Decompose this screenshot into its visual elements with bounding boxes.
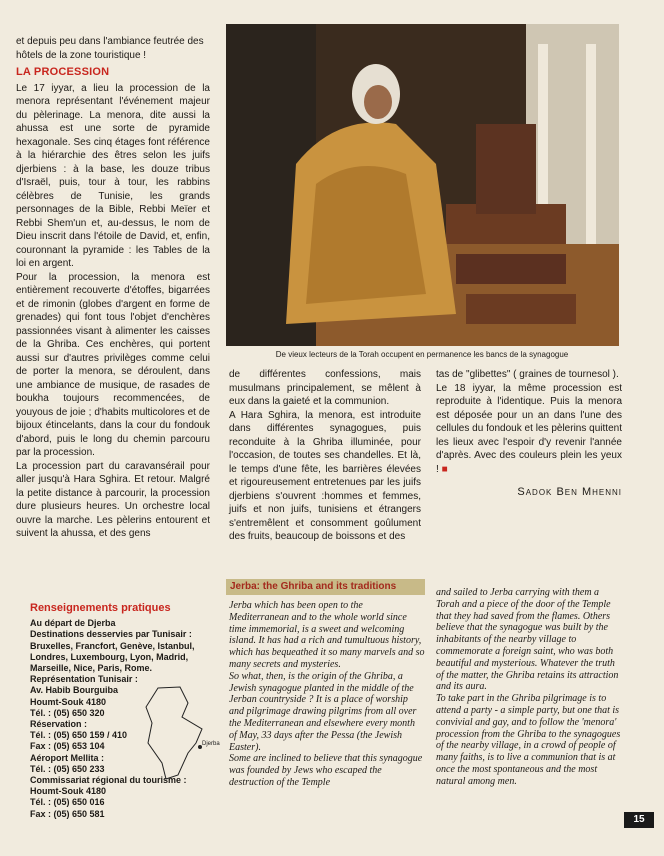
info-line: Bruxelles, Francfort, Genève, Istanbul, <box>30 640 195 651</box>
info-line: Fax : (05) 653 104 <box>30 741 105 752</box>
col2-paragraph: de différentes confessions, mais musulmans principalement, se mêlent à eux dans la gaieté et la communion. <box>229 369 421 407</box>
tunisia-map <box>118 683 228 783</box>
english-paragraph: To take part in the Ghriba pilgrimage is to attend a party - a simple party, but one that is convivial and gay, and to follow the 'menora' procession from the Ghriba to the synagogues of the nearby village, in a crowd of people of many faiths, is to live a communion that is at once the most spontaneous and the most natural among men. <box>436 693 621 787</box>
info-line: Au départ de Djerba <box>30 618 116 629</box>
english-paragraph: Some are inclined to believe that this synagogue was founded by Jews who escaped the destruction of the Temple <box>229 753 423 788</box>
info-line: Aéroport Mellita : <box>30 752 105 763</box>
info-line: Destinations desservies par Tunisair : <box>30 629 192 640</box>
col3-text: Le 18 iyyar, la même procession est reproduite à l'identique. Puis la menora est déposée pour un an dans l'une des cellules du fondouk et les pèlerins quittent les lieux avec l'espoir d'y revenir l'année d'après. Avec des couleurs plein les yeux ! <box>436 382 622 475</box>
column-3 <box>436 368 622 500</box>
info-line: Représentation Tunisair : <box>30 674 138 685</box>
info-line: Tél. : (05) 650 159 / 410 <box>30 730 128 741</box>
info-line: Fax : (05) 650 581 <box>30 808 105 819</box>
intro-text: et depuis peu dans l'ambiance feutrée des hôtels de la zone touristique ! <box>16 36 204 61</box>
english-paragraph: and sailed to Jerba carrying with them a Torah and a piece of the door of the Temple that they had saved from the flames. Others believe that the synagogue was built by the inhabitants of the nearby village to commemorate a foreign saint, who was both beautiful and mysterious. Whatever the truth of the matter, the Ghriba retains its attraction and its aura. <box>436 587 619 693</box>
english-column-1 <box>229 600 425 789</box>
info-line: Tél. : (05) 650 320 <box>30 707 105 718</box>
col1-paragraph: Le 17 iyyar, a lieu la procession de la menora représentant l'événement majeur du pèlerinage. La menora, dite aussi la ahussa est une sorte de pyramide hexagonale. Ses cinq étages font référence à la hiérarchie des êtres selon les juifs djerbiens : à la base, les douze tribus d'Israël, puis, tour à tour, les rabbins célèbres de Tunisie, les grands personnages de la Bible, Rebbi Meïer et Rebbi Shem'un et, au-dessus, le nom de Dieu inscrit dans l'étoile de David, et, enfin, couronnant la pyramide : les Tables de la loi en argent. <box>16 82 210 269</box>
english-heading: Jerba: the Ghriba and its traditions <box>226 579 425 595</box>
col1-paragraph: Pour la procession, la menora est entièrement recouverte d'étoffes, bigarrées et de rimonin (globes d'argent en forme de grenades) qui font tous l'objet d'enchères passionnées visant à alimenter les caisses de la Ghriba. Ces enchères, qui portent aussi sur d'autres privilèges comme celui de porter la menora, se déroulent, dans une ambiance de musique, de rasades de boukha toujours recommencées, de youyous de joie ; d'habits multicolores et de bijoux étincelants, dans la cour du fondouk d'abord, puis le long du chemin parcouru par la procession. <box>16 271 210 458</box>
column-2 <box>229 368 421 544</box>
column-1 <box>16 66 210 541</box>
english-column-2 <box>436 587 624 788</box>
english-paragraph: So what, then, is the origin of the Ghriba, a Jewish synagogue planted in the middle of the Jerban countryside ? It is a place of worship and pilgrimage drawing pilgrims from all over the Mediterranean and elsewhere every month of May, 33 days after the Pessa (the Jewish Easter). <box>229 670 417 753</box>
info-title: Renseignements pratiques <box>30 602 171 614</box>
map-label: Djerba <box>202 741 220 747</box>
end-mark: ■ <box>441 463 448 475</box>
info-line: Londres, Luxembourg, Lyon, Madrid, <box>30 651 189 662</box>
col3-paragraph <box>436 382 622 477</box>
author-name: Sadok Ben Mhenni <box>517 486 622 498</box>
col2-paragraph: A Hara Sghira, la menora, est introduite dans différentes synagogues, puis reconduite à la Ghriba illuminée, pour l'occasion, de toutes ses chandelles. Et là, le temps d'une fête, les barrières élevées et rigoureusement entretenues par les juifs djerbiens s'ouvrent :hommes et femmes, juifs et non juifs, tunisiens et étrangers s'entremêlent et consomment goûlument des fruits, beaucoup de boissons et des <box>229 409 421 542</box>
photo-caption: De vieux lecteurs de la Torah occupent en permanence les bancs de la synagogue <box>275 350 569 359</box>
col1-paragraph: La procession part du caravansérail pour aller jusqu'à Hara Sghira. Et retour. Malgré la petite distance à parcourir, la procession dure plusieurs heures. Un orchestre local ouvre la marche. Les pèlerins entourent et suivent la ahussa, et des gens <box>16 460 210 539</box>
info-line: Houmt-Souk 4180 <box>30 696 107 707</box>
info-line: Houmt-Souk 4180 <box>30 786 107 797</box>
synagogue-photo <box>226 24 619 346</box>
procession-heading: LA PROCESSION <box>16 66 110 78</box>
english-paragraph: Jerba which has been open to the Mediterranean and to the whole world since time immemorial, is a sweet and welcoming island. It has had a rich and tumultuous history, which has bequeathed it so many marvels and so many secrets and mysteries. <box>229 600 425 670</box>
info-line: Tél. : (05) 650 233 <box>30 763 105 774</box>
info-line: Av. Habib Bourguiba <box>30 685 119 696</box>
info-line: Tél. : (05) 650 016 <box>30 797 105 808</box>
info-line: Réservation : <box>30 719 88 730</box>
info-line: Marseille, Nice, Paris, Rome. <box>30 663 153 674</box>
page-number: 15 <box>624 812 654 828</box>
col3-paragraph: tas de "glibettes" ( graines de tournesol ). <box>436 369 619 380</box>
photo-illustration <box>226 24 619 346</box>
info-line: Commissariat régional du tourisme : <box>30 775 187 786</box>
